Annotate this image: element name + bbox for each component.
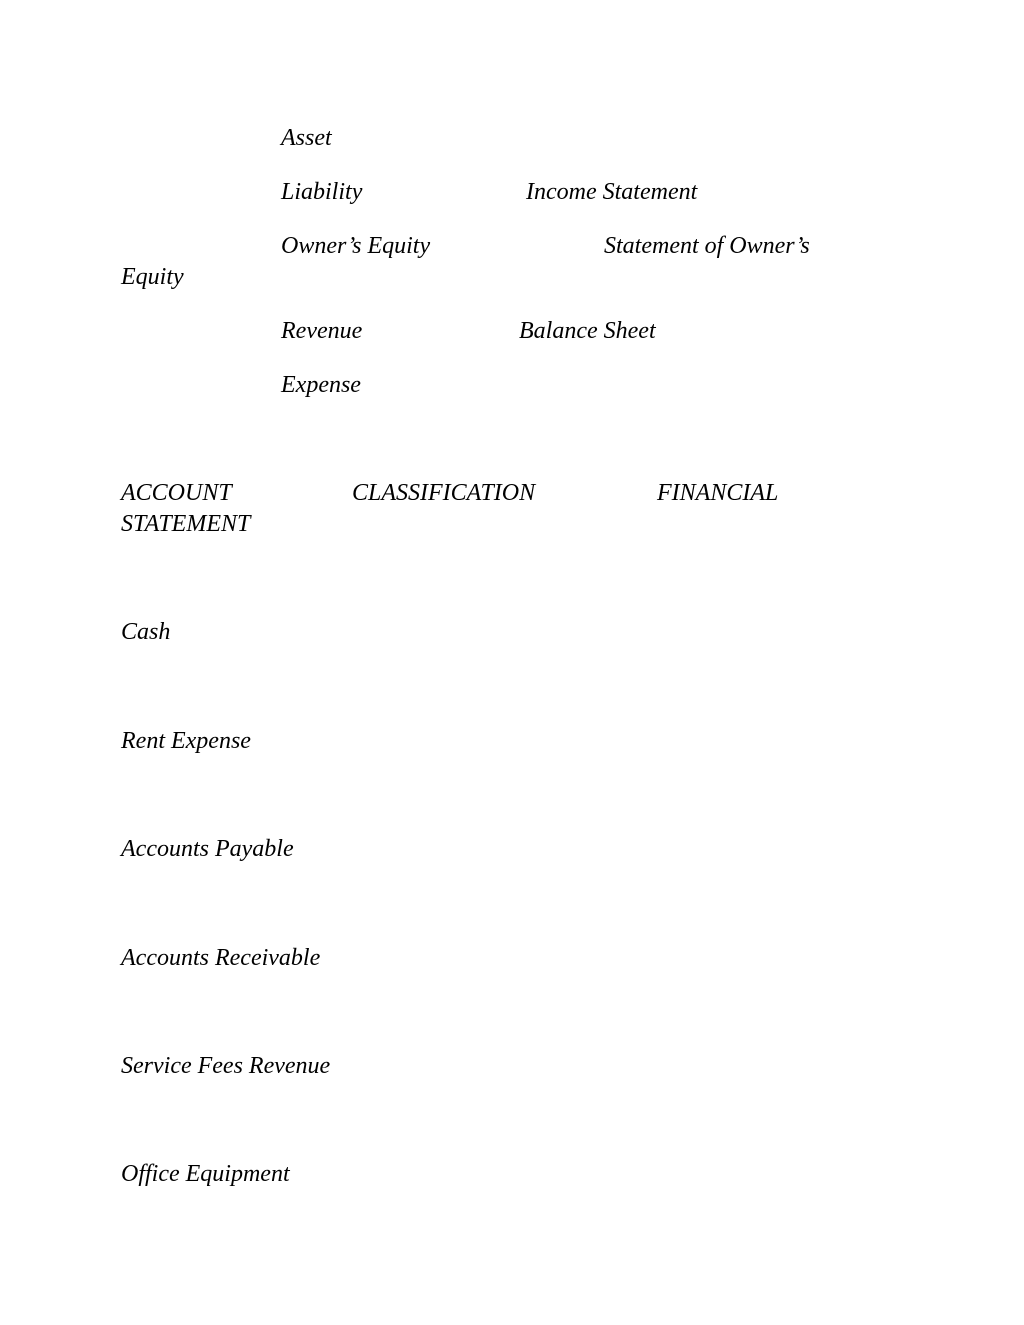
classification-asset: Asset — [281, 125, 332, 151]
account-service-fees-revenue: Service Fees Revenue — [121, 1053, 331, 1079]
statement-owners-equity-line1: Statement of Owner’s — [604, 233, 810, 259]
account-rent-expense: Rent Expense — [121, 728, 251, 754]
classification-owners-equity: Owner’s Equity — [281, 233, 431, 259]
header-account: ACCOUNT — [121, 480, 232, 506]
account-accounts-receivable: Accounts Receivable — [121, 945, 321, 971]
statement-owners-equity-line2: Equity — [121, 264, 184, 290]
header-financial-statement-line2: STATEMENT — [121, 511, 251, 537]
classification-expense: Expense — [281, 372, 361, 398]
account-accounts-payable: Accounts Payable — [121, 836, 294, 862]
header-classification: CLASSIFICATION — [352, 480, 536, 506]
classification-liability: Liability — [281, 179, 363, 205]
classification-revenue: Revenue — [281, 318, 363, 344]
statement-income-statement: Income Statement — [526, 179, 698, 205]
statement-balance-sheet: Balance Sheet — [519, 318, 656, 344]
account-cash: Cash — [121, 619, 171, 645]
account-office-equipment: Office Equipment — [121, 1161, 290, 1187]
header-financial-statement-line1: FINANCIAL — [657, 480, 779, 506]
